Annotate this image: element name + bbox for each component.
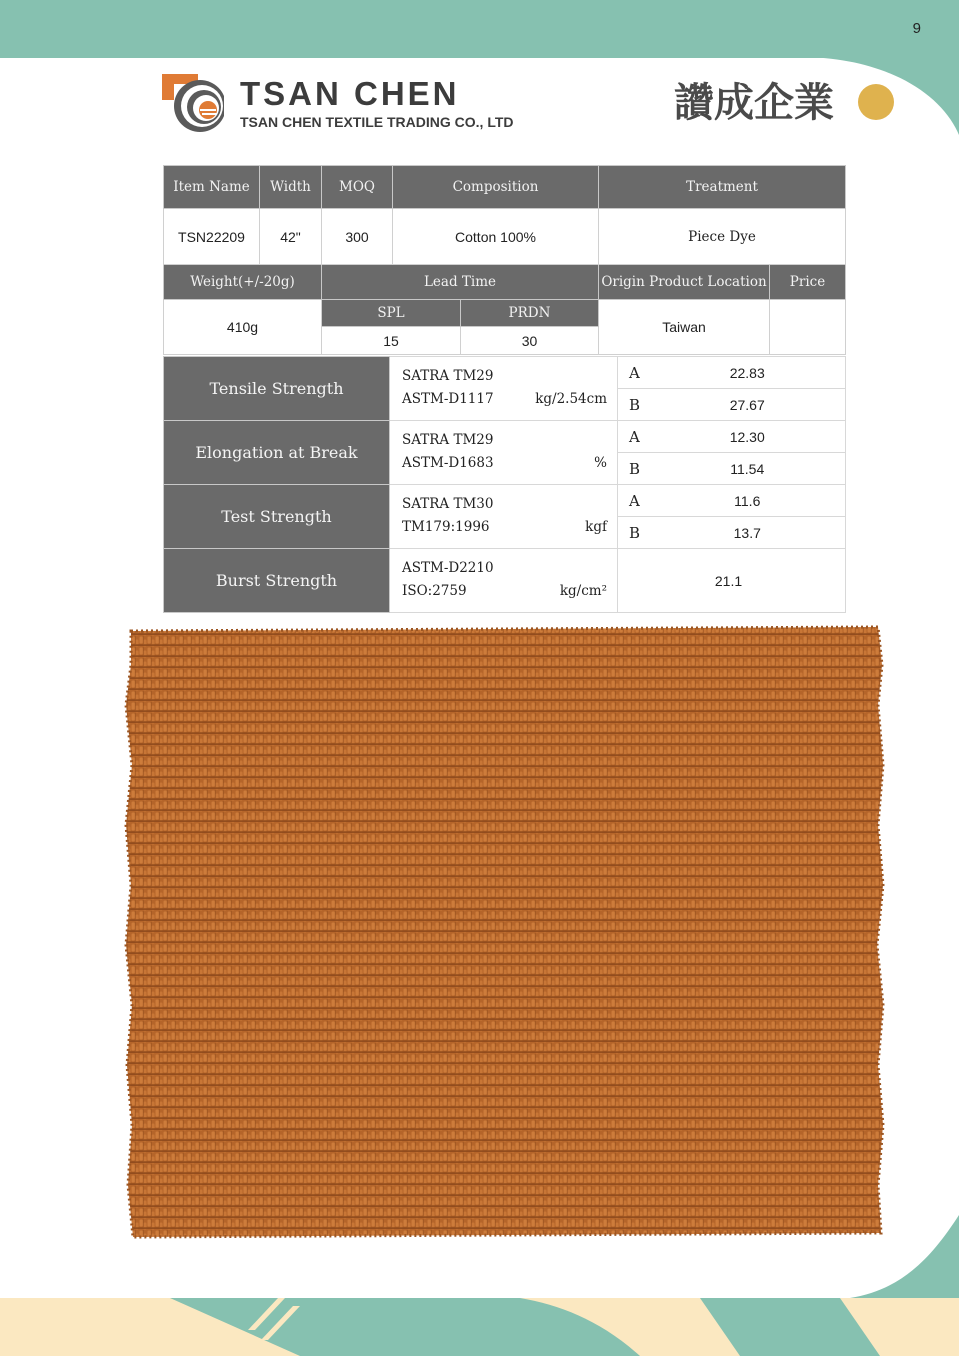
weight-value: 410g [164, 300, 322, 355]
test-method [390, 357, 618, 421]
header-width: Width [260, 166, 322, 209]
brand-block [240, 76, 514, 131]
sample-b-label: B [618, 389, 656, 421]
width-value: 42" [260, 209, 322, 265]
page-number: 9 [912, 20, 921, 37]
sample-b-label: B [618, 453, 656, 485]
sample-a-value: 12.30 [656, 421, 846, 453]
item-name-value: TSN22209 [164, 209, 260, 265]
test-name: Tensile Strength [164, 357, 390, 421]
spl-value: 15 [322, 327, 461, 355]
company-logo [162, 74, 224, 134]
header-spl: SPL [322, 300, 461, 327]
header-origin: Origin Product Location [599, 265, 770, 300]
test-name: Burst Strength [164, 549, 390, 613]
test-method [390, 549, 618, 613]
test-name: Elongation at Break [164, 421, 390, 485]
header-treatment: Treatment [599, 166, 846, 209]
prdn-value: 30 [461, 327, 599, 355]
sample-a-label: A [618, 485, 656, 517]
sample-a-label: A [618, 357, 656, 389]
fabric-swatch-image [123, 625, 886, 1239]
header-price: Price [770, 265, 846, 300]
composition-value: Cotton 100% [393, 209, 599, 265]
header-composition: Composition [393, 166, 599, 209]
test-unit: kgf [585, 518, 607, 535]
test-unit: kg/2.54cm [535, 390, 607, 407]
price-value [770, 300, 846, 355]
spec-table [163, 165, 846, 355]
method-line-1: SATRA TM30 [402, 495, 494, 512]
sample-b-value: 13.7 [656, 517, 846, 549]
company-chinese-name: 讚成企業 [674, 80, 834, 126]
treatment-value: Piece Dye [599, 209, 846, 265]
header-prdn: PRDN [461, 300, 599, 327]
sample-a-value: 11.6 [656, 485, 846, 517]
method-line-2: ASTM-D1683 [402, 454, 494, 471]
method-line-1: SATRA TM29 [402, 431, 494, 448]
test-method [390, 421, 618, 485]
test-unit: kg/cm² [559, 582, 607, 599]
header-item-name: Item Name [164, 166, 260, 209]
test-name: Test Strength [164, 485, 390, 549]
method-line-1: SATRA TM29 [402, 367, 494, 384]
sample-a-label: A [618, 421, 656, 453]
sample-b-value: 11.54 [656, 453, 846, 485]
moq-value: 300 [322, 209, 393, 265]
sample-b-label: B [618, 517, 656, 549]
sample-b-value: 27.67 [656, 389, 846, 421]
sample-a-value: 22.83 [656, 357, 846, 389]
method-line-2: TM179:1996 [402, 518, 490, 535]
company-full-name: TSAN CHEN TEXTILE TRADING CO., LTD [240, 114, 514, 130]
test-results-table [163, 356, 846, 613]
accent-dot [858, 84, 894, 120]
header-lead-time: Lead Time [322, 265, 599, 300]
company-name: TSAN CHEN [240, 75, 460, 112]
test-unit: % [594, 454, 607, 471]
method-line-1: ASTM-D2210 [402, 559, 494, 576]
burst-value: 21.1 [618, 549, 846, 613]
method-line-2: ISO:2759 [402, 582, 467, 599]
header-moq: MOQ [322, 166, 393, 209]
header-weight: Weight(+/-20g) [164, 265, 322, 300]
method-line-2: ASTM-D1117 [402, 390, 494, 407]
origin-value: Taiwan [599, 300, 770, 355]
test-method [390, 485, 618, 549]
